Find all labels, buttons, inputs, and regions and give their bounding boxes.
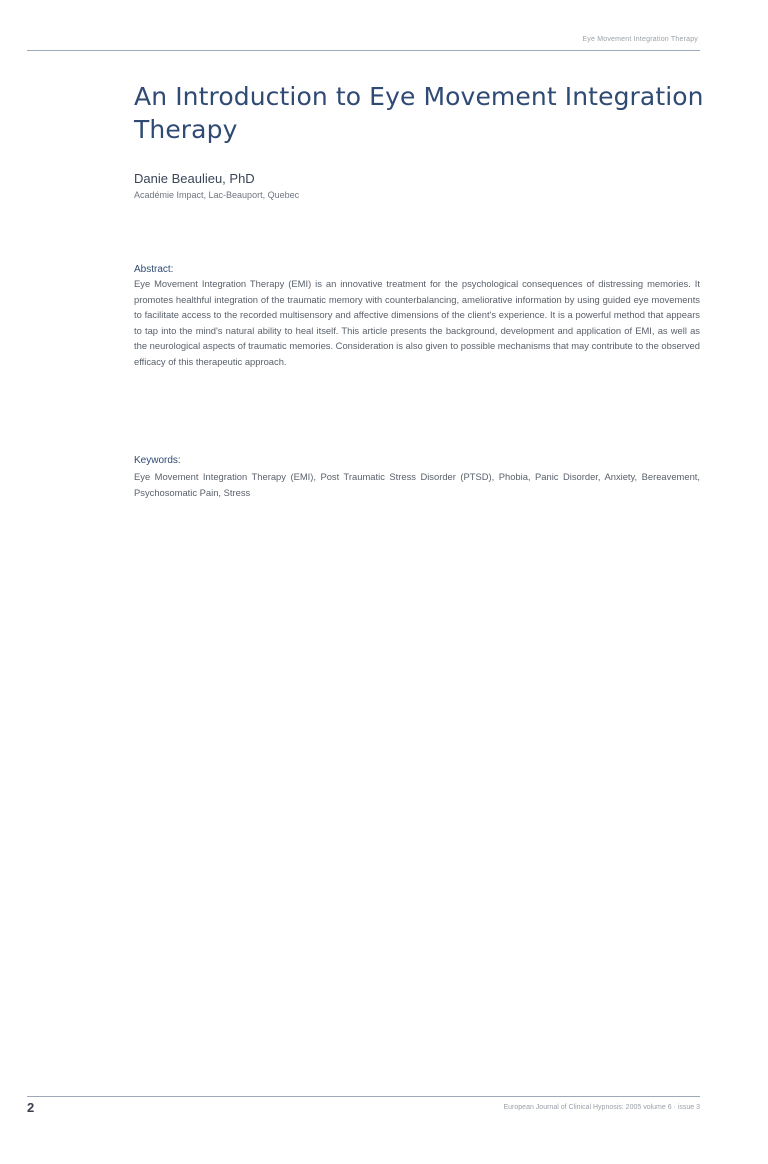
author-name: Danie Beaulieu, PhD	[134, 171, 255, 186]
author-affiliation: Académie Impact, Lac-Beauport, Quebec	[134, 190, 300, 200]
running-header: Eye Movement Integration Therapy	[582, 36, 698, 43]
keywords-heading: Keywords:	[134, 455, 181, 466]
abstract-text: Eye Movement Integration Therapy (EMI) is an innovative treatment for the psychological consequences of distressing memories. It promotes healthful integration of the traumatic memory with counterbalancing, ameliorative information by using guided eye movements to facilitate access to the recorded multisensory and affective dimensions of the client's experience. It is a powerful method that appears to tap into the mind's natural ability to heal itself. This article presents the background, development and application of EMI, as well as the neurological aspects of traumatic memories. Consideration is also given to possible mechanisms that may contribute to the observed efficacy of this therapeutic approach.	[134, 278, 700, 367]
article-title: An Introduction to Eye Movement Integration Therapy	[134, 82, 704, 144]
abstract-heading: Abstract:	[134, 264, 174, 275]
page-number: 2	[27, 1100, 35, 1115]
keywords-text: Eye Movement Integration Therapy (EMI), Post Traumatic Stress Disorder (PTSD), Phobia, Panic Disorder, Anxiety, Bereavement, Psychosomatic Pain, Stress	[134, 471, 700, 498]
header-rule	[27, 50, 700, 51]
footer-rule	[27, 1096, 700, 1097]
journal-footer: European Journal of Clinical Hypnosis: 2005 volume 6 · issue 3	[503, 1104, 700, 1111]
